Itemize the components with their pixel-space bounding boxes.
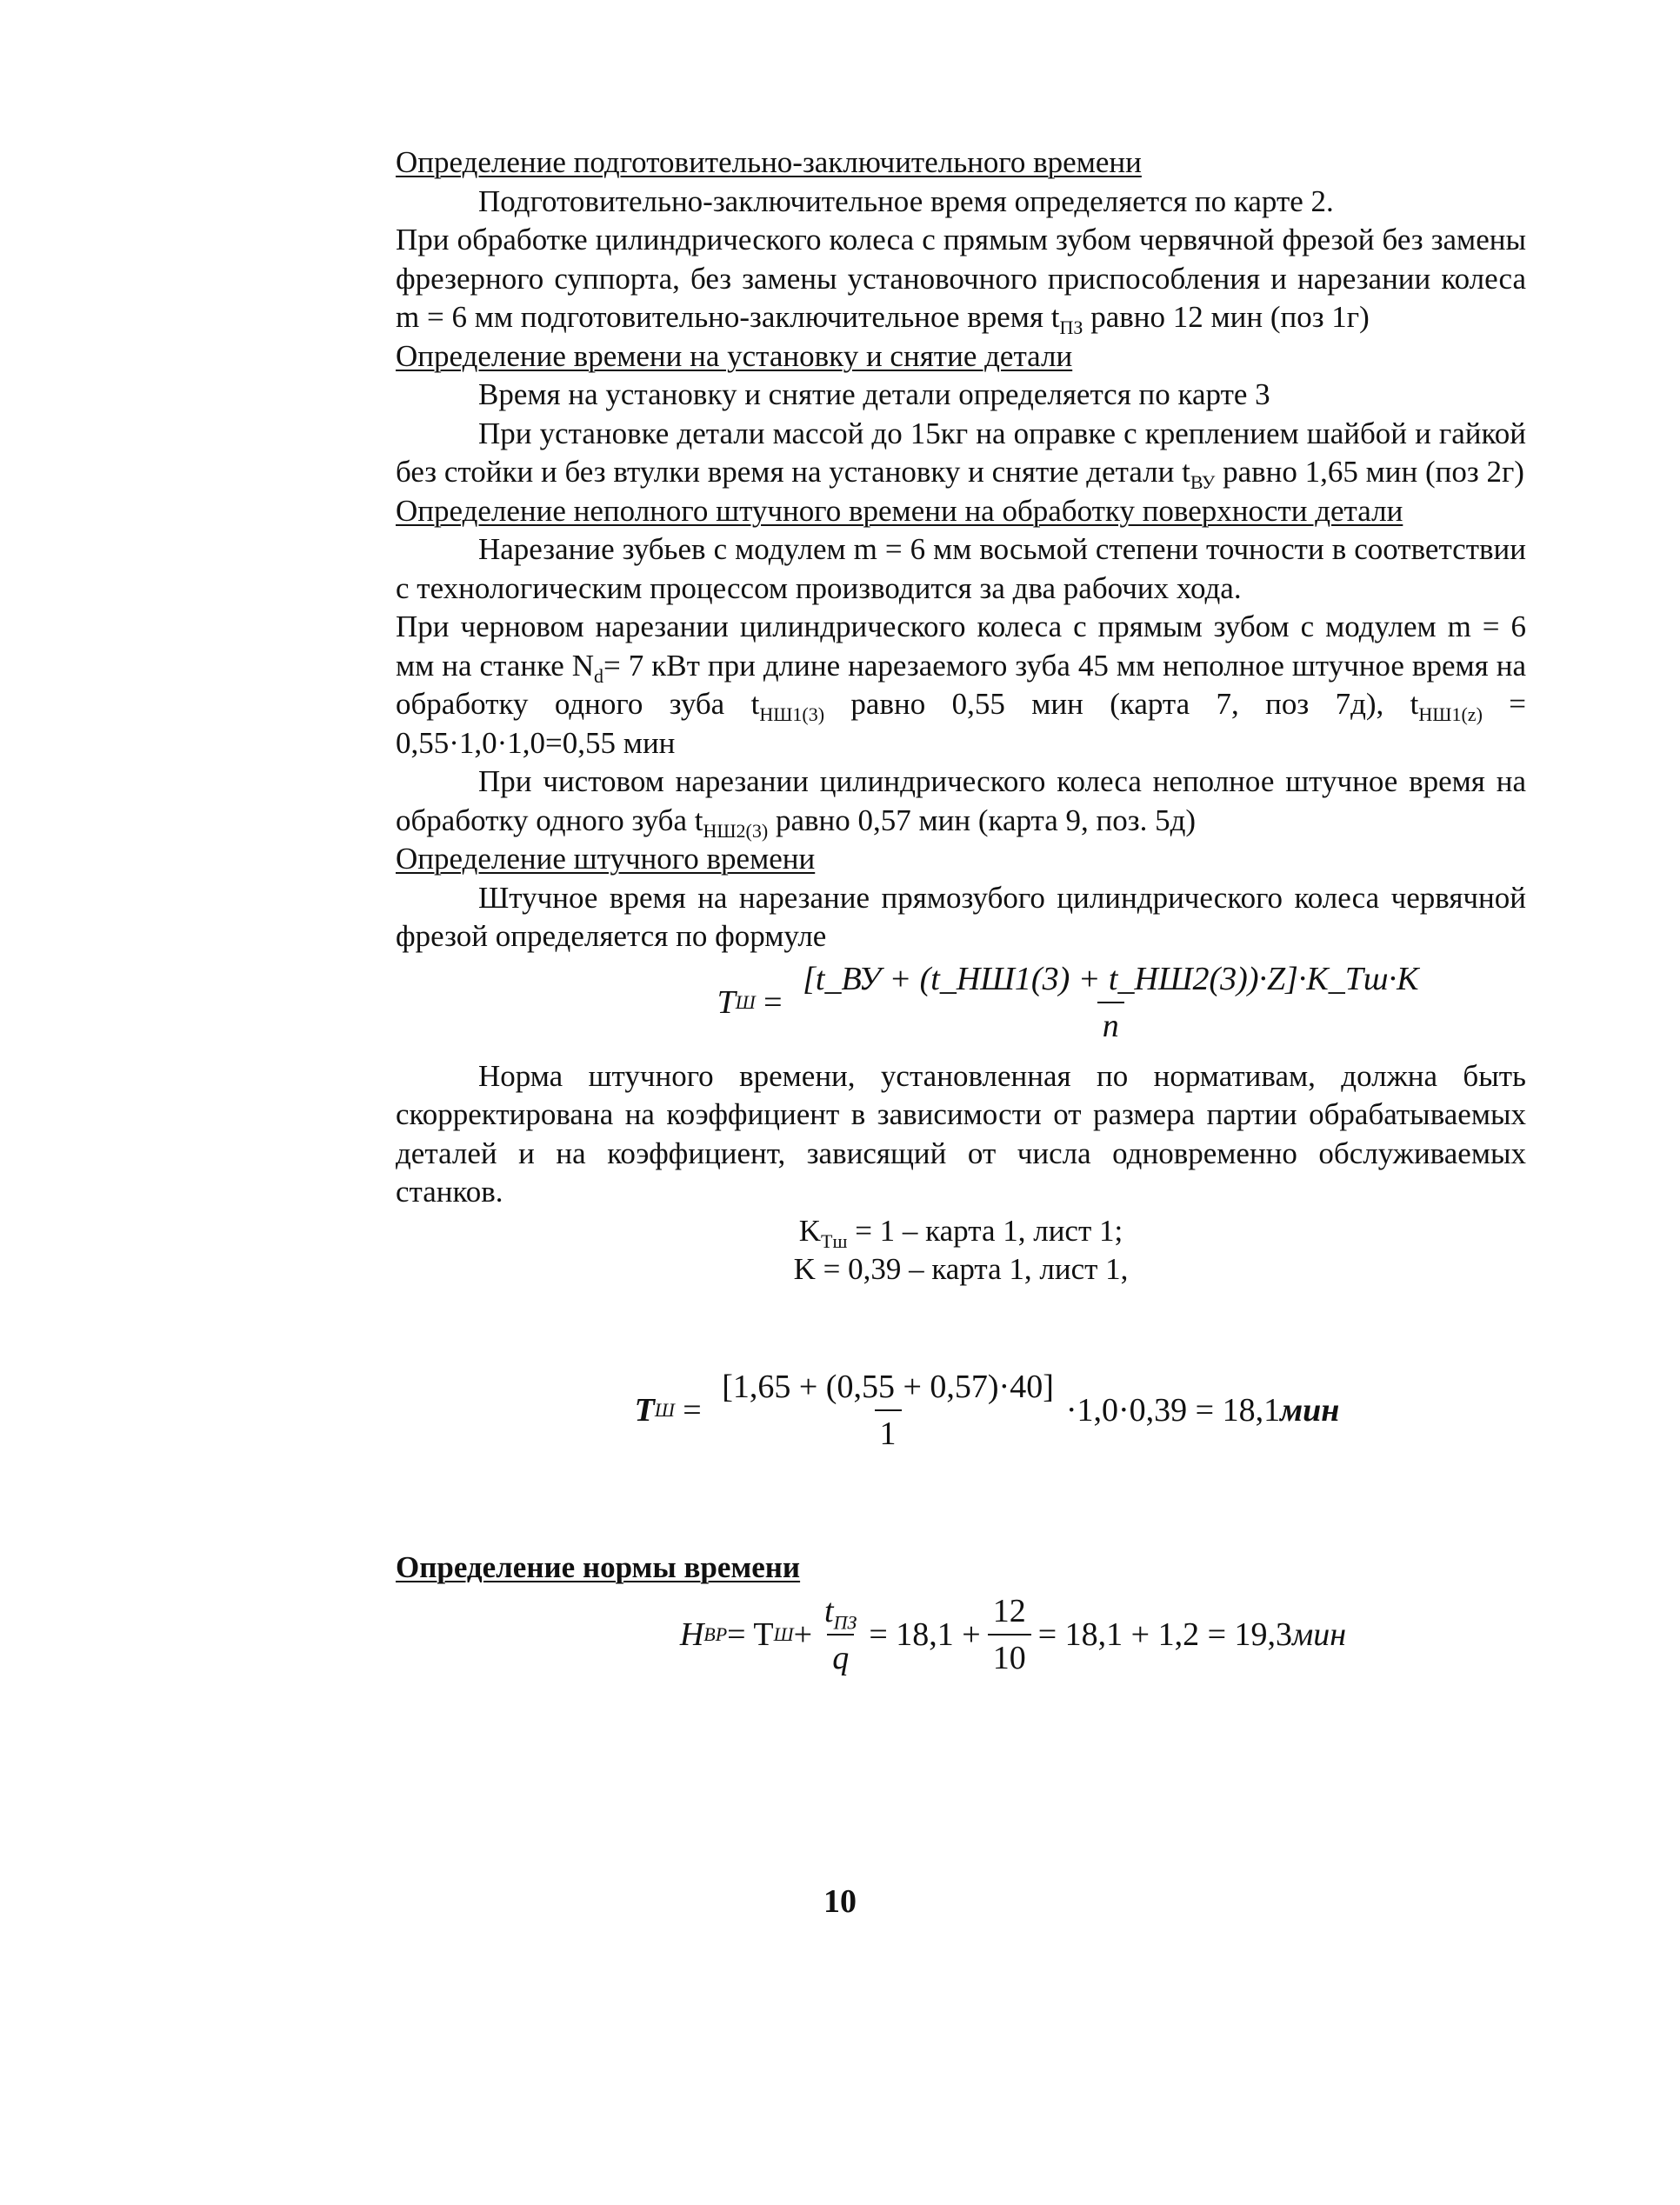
fraction: $\frac{[t\_ВУ + (t\_НШ1(3) + t\_НШ2(3))\cdot Z]\cdot K\_Tш\cdot K}{n}$ — [803, 960, 1419, 1044]
paragraph: Нарезание зубьев с модулем m = 6 мм восьмой степени точности в соответствии с технологическим процессом производится за два рабочих хода. — [396, 532, 1526, 605]
paragraph: При установке детали массой до 15кг на оправке с креплением шайбой и гайкой без стойки и без втулки время на установку и снятие детали $t_{ВУ}$ равно 1,65 мин (поз 2г) — [396, 416, 1526, 493]
section-heading-piece-time: Определение штучного времени — [396, 842, 816, 876]
formula-piece-time-calc: T Ш = $\frac{[1,65 + (0,55 + 0,57)\cdot 40]}{1}$ ·1,0·0,39 = 18,1 мин — [634, 1368, 1340, 1452]
paragraph: При обработке цилиндрического колеса с прямым зубом червячной фрезой без замены фрезерного суппорта, без замены установочного приспособления и нарезании колеса m = 6 мм подготовительно-заключительное время $t_{ПЗ}$ равно 12 мин (поз 1г) — [396, 223, 1526, 338]
section-heading-partial-time: Определение неполного штучного времени на обработку поверхности детали — [396, 493, 1403, 528]
coefficient-line: K = 0,39 – карта 1, лист 1, — [793, 1252, 1129, 1286]
section-heading-prep-time: Определение подготовительно-заключительного времени — [396, 145, 1142, 179]
formula-piece-time: T Ш = $\frac{[t\_ВУ + (t\_НШ1(3) + t\_НШ2(3))\cdot Z]\cdot K\_Tш\cdot K}{n}$ — [396, 960, 1526, 1045]
formula-time-norm: H ВР = T Ш + $\frac{t_{ПЗ}}{q}$ = 18,1 + $\frac{12}{10}$ = 18,1 + 1,2 = 19,3 мин — [679, 1593, 1347, 1676]
paragraph: При черновом нарезании цилиндрического колеса с прямым зубом с модулем m = 6 мм на станке $N_d= 7$ кВт при длине нарезаемого зуба 45 мм неполное штучное время на обработку одного зуба $t_{НШ1(3)}$ равно 0,55 мин (карта 7, поз 7д), $t_{НШ1(z)} = 0,55\cdot 1,0\cdot 1,0=0,55$ мин — [396, 610, 1527, 760]
section-heading-install-time: Определение времени на установку и снятие детали — [396, 338, 1073, 373]
fraction: $\frac{[1,65 + (0,55 + 0,57)\cdot 40]}{1}$ — [722, 1368, 1054, 1452]
document-page — [396, 143, 1526, 1677]
fraction: $\frac{t_{ПЗ}}{q}$ — [824, 1593, 857, 1676]
fraction: $\frac{12}{10}$ — [988, 1592, 1031, 1677]
paragraph: Штучное время на нарезание прямозубого цилиндрического колеса червячной фрезой определяется по формуле — [396, 880, 1526, 953]
page-number: 10 — [823, 1883, 857, 1920]
paragraph: Время на установку и снятие детали определяется по карте 3 — [478, 377, 1270, 411]
paragraph: При чистовом нарезании цилиндрического колеса неполное штучное время на обработку одного зуба $t_{НШ2(3)}$ равно 0,57 мин (карта 9, поз. 5д) — [396, 764, 1526, 842]
section-heading-time-norm: Определение нормы времени — [396, 1549, 801, 1584]
coefficient-line: $K_{Тш} = 1$ – карта 1, лист 1; — [798, 1213, 1123, 1252]
paragraph: Норма штучного времени, установленная по нормативам, должна быть скорректирована на коэффициент в зависимости от размера партии обрабатываемых деталей и на коэффициент, зависящий от числа одновременно обслуживаемых станков. — [396, 1058, 1526, 1209]
paragraph: Подготовительно-заключительное время определяется по карте 2. — [478, 183, 1334, 218]
